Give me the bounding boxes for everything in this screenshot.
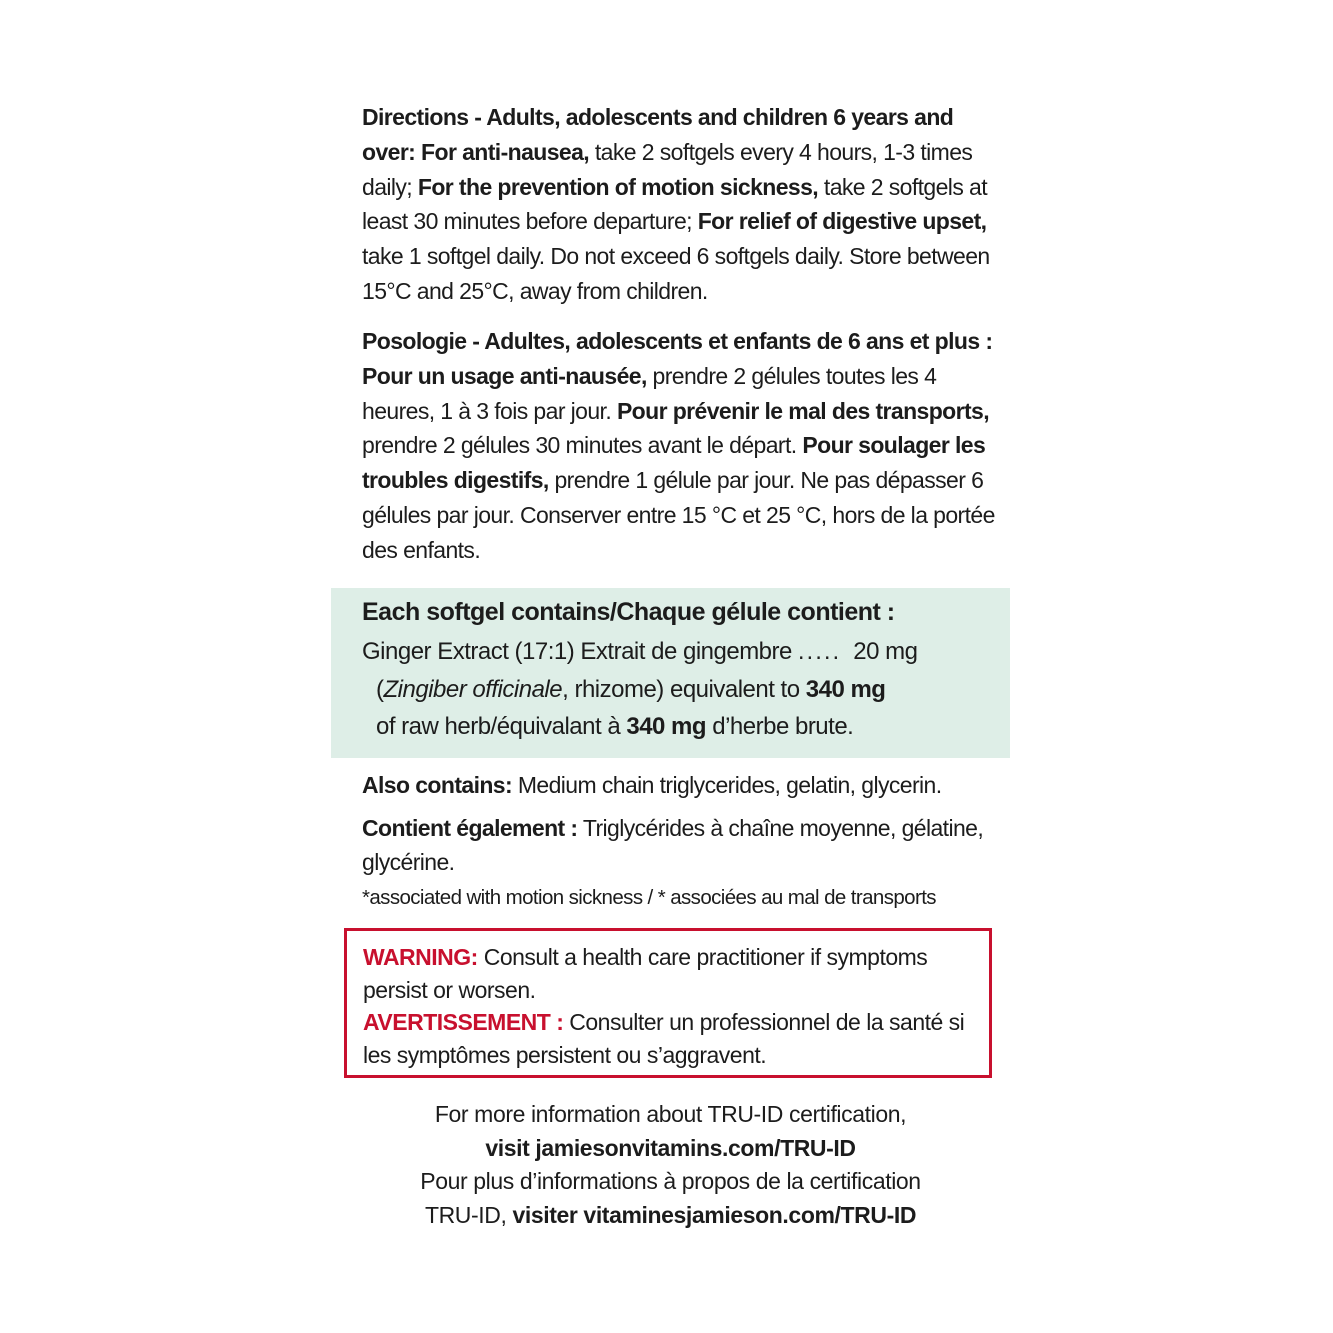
also-contains-label: Also contains: — [362, 772, 513, 798]
directions-heading: Directions - Adults, adolescents and children 6 years and over: — [362, 104, 954, 165]
motion-sickness-text: take 2 softgels at least 30 minutes before departure; — [362, 173, 987, 235]
ingredient-source-line — [376, 676, 885, 704]
tru-id-info-fr: Pour plus d’informations à propos de la certification — [420, 1168, 921, 1194]
tru-id-info — [331, 1098, 1010, 1232]
warning-label: WARNING: — [363, 944, 478, 970]
warning-message-fr: Consulter un professionnel de la santé si les symptômes persistent ou s’aggravent. — [363, 1009, 965, 1068]
equivalent-amount-en: 340 mg — [805, 676, 886, 703]
leader-dots: ..... — [797, 638, 842, 665]
equivalent-amount-fr: 340 mg — [626, 713, 707, 740]
ingredient-name: Ginger Extract (17:1) Extrait de gingembre — [362, 638, 792, 665]
avertissement-label: AVERTISSEMENT : — [363, 1009, 564, 1035]
ingredient-row — [362, 638, 917, 666]
digestive-label: For relief of digestive upset, — [697, 208, 987, 235]
motion-sickness-label: For the prevention of motion sickness, — [417, 173, 819, 200]
contient-egalement-label: Contient également : — [362, 815, 578, 841]
herbe-brute-text: d’herbe brute. — [712, 713, 854, 740]
footnote: *associated with motion sickness / * associées au mal de transports — [362, 886, 936, 909]
anti-nausea-text: take 2 softgels every 4 hours, 1-3 times daily; — [362, 138, 973, 200]
anti-nausea-label: For anti-nausea, — [421, 138, 590, 165]
warning-message-en: Consult a health care practitioner if symptoms persist or worsen. — [363, 944, 928, 1003]
raw-herb-text: of raw herb/équivalant à — [376, 713, 621, 740]
source-detail: , rhizome) equivalent to — [562, 676, 800, 703]
troubles-digestifs-text: prendre 1 gélule par jour. Ne pas dépasser 6 gélules par jour. Conserver entre 15 °C et 25 °C, hors de la portée des enfants. — [362, 467, 995, 563]
medicinal-ingredients-box — [331, 588, 1010, 758]
anti-nausee-text: prendre 2 gélules toutes les 4 heures, 1 à 3 fois par jour. — [362, 362, 937, 424]
troubles-digestifs-label: Pour soulager les troubles digestifs, — [362, 432, 986, 494]
tru-id-link-en: visit jamiesonvitamins.com/TRU-ID — [485, 1134, 856, 1161]
tru-id-link-fr: visiter vitaminesjamieson.com/TRU-ID — [512, 1201, 917, 1228]
also-contains-text: Medium chain triglycerides, gelatin, glycerin. — [517, 772, 942, 798]
anti-nausee-label: Pour un usage anti-nausée, — [362, 362, 647, 389]
mal-transports-text: prendre 2 gélules 30 minutes avant le départ. — [362, 432, 797, 459]
directions-french — [362, 324, 1002, 568]
warning-box — [344, 928, 992, 1078]
ingredients-title: Each softgel contains/Chaque gélule contient : — [362, 598, 895, 626]
mal-transports-label: Pour prévenir le mal des transports, — [616, 397, 990, 424]
paren-open: ( — [376, 676, 384, 703]
posologie-heading: Posologie - Adultes, adolescents et enfants de 6 ans et plus : — [362, 328, 993, 354]
also-contains-english — [362, 768, 1002, 802]
tru-id-info-en: For more information about TRU-ID certification, — [434, 1101, 907, 1127]
directions-english — [362, 100, 1002, 309]
latin-name: Zingiber officinale — [383, 676, 563, 703]
also-contains-french — [362, 811, 1002, 879]
tru-id-prefix-fr: TRU-ID, — [424, 1201, 507, 1228]
digestive-text: take 1 softgel daily. Do not exceed 6 softgels daily. Store between 15°C and 25°C, away from children. — [362, 243, 990, 304]
contient-egalement-text: Triglycérides à chaîne moyenne, gélatine, glycérine. — [362, 815, 984, 875]
ingredient-amount: 20 mg — [853, 638, 918, 665]
warning-text — [363, 941, 983, 1071]
ingredient-equivalent-line — [376, 713, 853, 741]
